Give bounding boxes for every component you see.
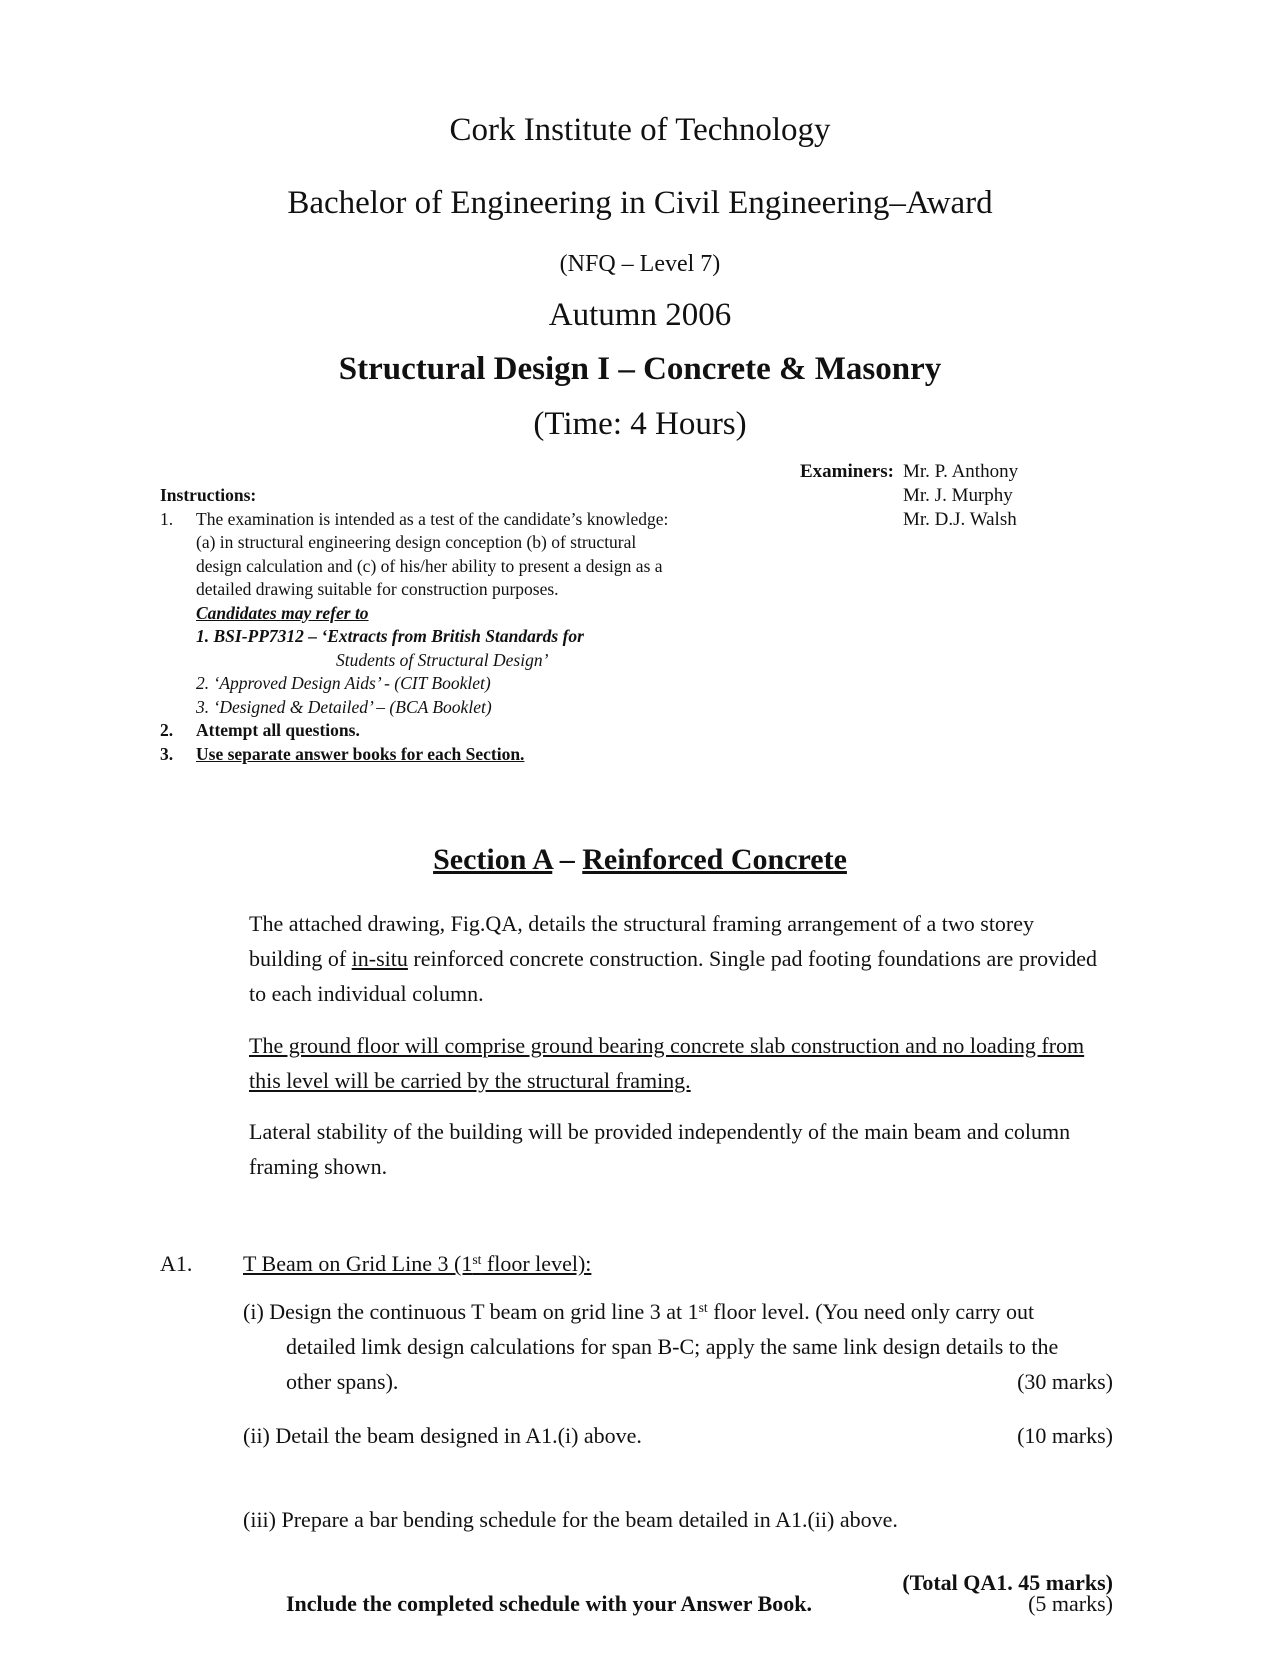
part-text: (ii) Detail the beam designed in A1.(i) above. [243, 1423, 642, 1448]
instructions-heading: Instructions: [160, 485, 257, 505]
question-title [243, 1246, 591, 1281]
instruction-item [160, 719, 670, 743]
examiner-name: Mr. P. Anthony [903, 461, 1019, 482]
question-number: A1. [160, 1251, 193, 1276]
section-heading [0, 843, 1280, 877]
question-total-marks: (Total QA1. 45 marks) [902, 1570, 1113, 1595]
instruction-number: 3. [160, 743, 174, 764]
part-i-line [243, 1294, 1113, 1329]
refer-heading: Candidates may refer to [196, 602, 369, 623]
paragraph-ground-floor: The ground floor will comprise ground bearing concrete slab construction and no loading from this level will be carried by the structural framing. [249, 1033, 1085, 1093]
question-part-iii [243, 1502, 1113, 1537]
question-part-i [243, 1294, 1113, 1399]
instruction-item [160, 508, 670, 720]
include-text: Include the completed schedule with your Answer Book. [286, 1591, 813, 1616]
nfq-level: (NFQ – Level 7) [559, 251, 721, 277]
part-text: floor level. (You need only carry out [707, 1299, 1035, 1324]
instruction-number: 2. [160, 720, 174, 740]
instruction-item [160, 743, 670, 767]
paragraph-text: The attached drawing, Fig.QA, details the structural framing arrangement of a two storey building of [249, 911, 1035, 971]
title-text: T Beam on Grid Line 3 (1 [243, 1251, 473, 1276]
examiner-name: Mr. D.J. Walsh [903, 509, 1017, 530]
marks-label: (30 marks) [1017, 1369, 1113, 1394]
section-topic: Reinforced Concrete [582, 843, 847, 876]
part-text: other spans). [286, 1369, 399, 1394]
part-i-line: detailed limk design calculations for span B-C; apply the same link design details to the [286, 1334, 1059, 1359]
marks-label: (5 marks) [1028, 1591, 1113, 1616]
instruction-text: The examination is intended as a test of the candidate’s knowledge: (a) in structural engineering design conception (b) of structural design calculation and (c) of his/her ability to present a design as a detailed drawing suitable for construction purposes. [196, 508, 669, 599]
section-label: Section A [433, 843, 553, 876]
institution-title: Cork Institute of Technology [449, 112, 831, 148]
part-i-line [243, 1364, 1113, 1399]
reference-item: 3. ‘Designed & Detailed’ – (BCA Booklet) [196, 696, 492, 717]
reference-item: Students of Structural Design’ [336, 649, 549, 670]
part-sup: st [698, 1300, 708, 1315]
examiners-label: Examiners: [800, 461, 894, 482]
paragraph-stability: Lateral stability of the building will be provided independently of the main beam and column framing shown. [249, 1119, 1071, 1179]
reference-item: 2. ‘Approved Design Aids’ - (CIT Booklet) [196, 673, 491, 693]
programme-title: Bachelor of Engineering in Civil Engineering–Award [287, 185, 993, 221]
marks-label: (10 marks) [1017, 1423, 1113, 1448]
instruction-text: Use separate answer books for each Section. [196, 743, 525, 764]
instruction-number: 1. [160, 508, 174, 529]
reference-item: 1. BSI-PP7312 – ‘Extracts from British Standards for [196, 626, 584, 646]
instruction-text: Attempt all questions. [196, 720, 360, 740]
title-text: floor level): [481, 1251, 592, 1276]
exam-session: Autumn 2006 [548, 297, 732, 333]
examiners-block [800, 460, 1019, 532]
part-text: (iii) Prepare a bar bending schedule for the beam detailed in A1.(ii) above. [243, 1507, 898, 1532]
title-sup: st [472, 1252, 482, 1267]
subject-title: Structural Design I – Concrete & Masonry [338, 351, 942, 387]
part-text: (i) Design the continuous T beam on grid line 3 at 1 [243, 1299, 699, 1324]
paragraph-framing [249, 906, 1109, 1011]
question-part-ii [243, 1418, 1113, 1453]
insitu-term: in-situ [351, 946, 408, 971]
paragraph-text: reinforced concrete construction. Single pad footing foundations are provided to each individual column. [249, 946, 1098, 1006]
exam-duration: (Time: 4 Hours) [533, 406, 747, 442]
examiner-name: Mr. J. Murphy [903, 485, 1013, 506]
section-dash: – [552, 843, 583, 876]
instructions-block [160, 484, 670, 766]
